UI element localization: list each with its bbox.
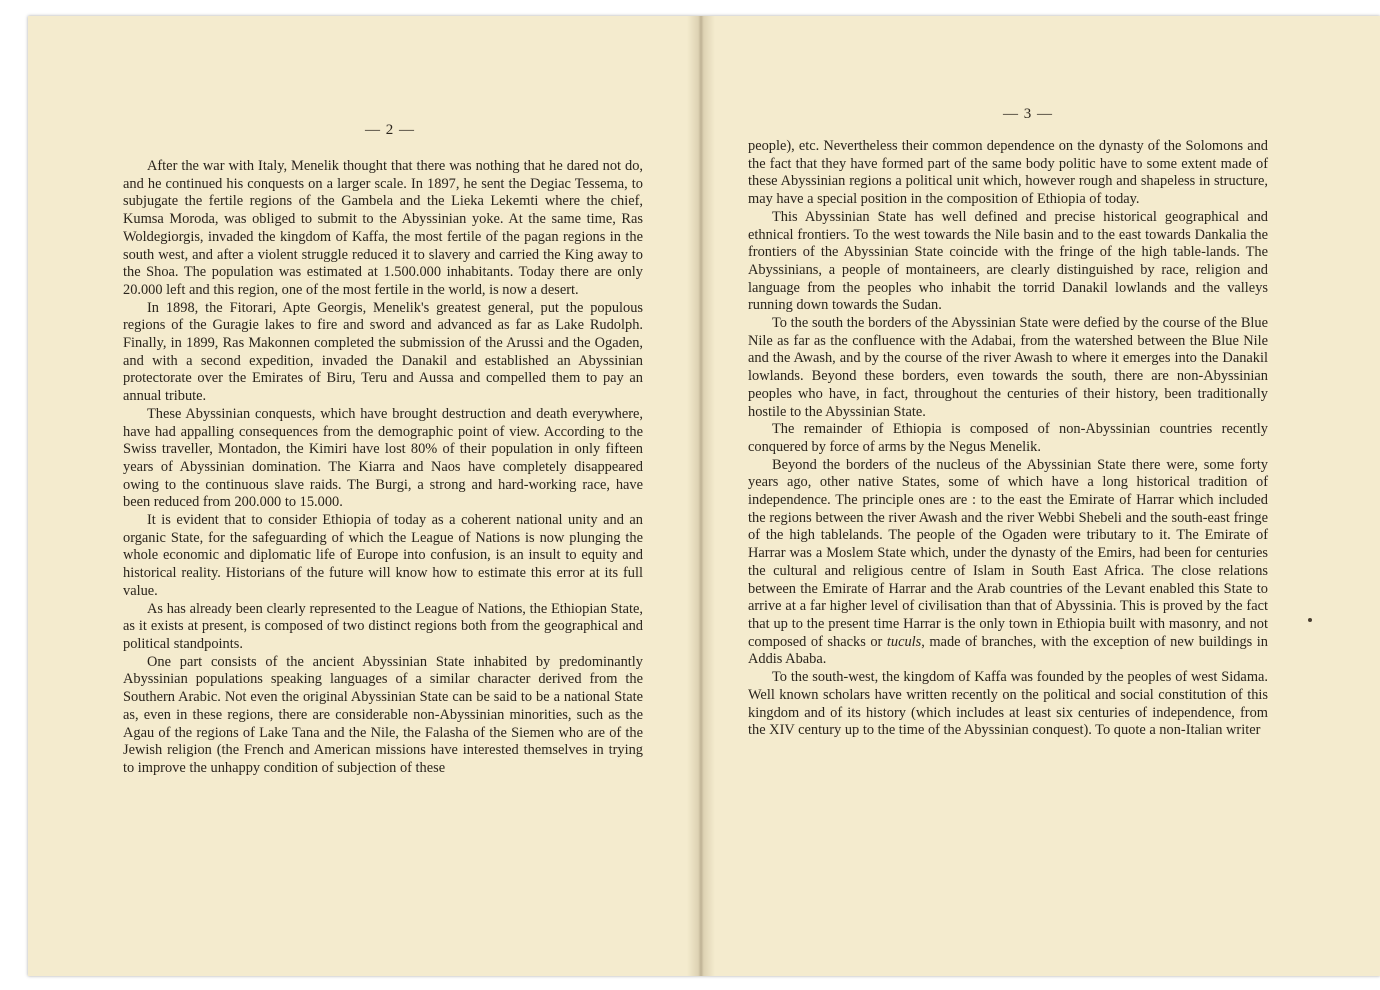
page-number-right: — 3 — xyxy=(1003,106,1053,122)
left-page-text xyxy=(123,158,643,778)
right-page xyxy=(701,16,1380,976)
paragraph: To the south the borders of the Abyssinian State were defied by the course of the Blue Nile as far as the confluence with the Adabai, from the watershed between the Blue Nile and the Awash, and by the course of the river Awash to where it emerges into the Danakil lowlands. Beyond these borders, even towards the south, there are non-Abyssinian peoples who have, in fact, throughout the centuries of their history, been traditionally hostile to the Abyssinian State. xyxy=(748,315,1268,420)
paragraph: To the south-west, the kingdom of Kaffa was founded by the peoples of west Sidama. Well known scholars have written recently on the political and social constitution of this kingdom and of its history (which includes at least six centuries of independence, from the XIV century up to the time of the Abyssinian conquest). To quote a non-Italian writer xyxy=(748,669,1268,739)
italic-word: tuculs xyxy=(886,633,922,650)
paragraph: In 1898, the Fitorari, Apte Georgis, Menelik's greatest general, put the populous regions of the Guragie lakes to fire and sword and advanced as far as Lake Rudolph. Finally, in 1899, Ras Makonnen completed the submission of the Arussi and the Ogaden, and with a second expedition, invaded the Danakil and established an Abyssinian protectorate over the Emirates of Biru, Teru and Aussa and compelled them to pay an annual tribute. xyxy=(123,299,643,405)
paragraph-tail: , made of branches, with the exception of new buildings in Addis Ababa. xyxy=(748,633,1268,668)
paragraph: After the war with Italy, Menelik thought that there was nothing that he dared not do, and he continued his conquests on a larger scale. In 1897, he sent the Degiac Tessema, to subjugate the fertile regions of the Gambela and the Lieka Lekemti where the chief, Kumsa Moroda, was obliged to submit to the Abyssinian yoke. At the same time, Ras Woldegiorgis, invaded the kingdom of Kaffa, the most fertile of the pagan regions in the south west, and after a violent struggle reduced it to slavery and carried the King away to the Shoa. The population was estimated at 1.500.000 inhabitants. Today there are only 20.000 left and this region, one of the most fertile in the world, is now a desert. xyxy=(123,158,643,298)
paragraph-with-italic xyxy=(748,457,1268,669)
paragraph: This Abyssinian State has well defined and precise historical geographical and ethnical frontiers. To the west towards the Nile basin and to the east towards Dankalia the frontiers of the Abyssinian State coincide with the fringe of the high table-lands. The Abyssinians, a people of montaineers, are clearly distinguished by race, religion and language from the peoples who inhabit the torrid Danakil lowlands and the valleys running down towards the Sudan. xyxy=(748,208,1268,314)
paragraph: The remainder of Ethiopia is composed of non-Abyssinian countries recently conquered by force of arms by the Negus Menelik. xyxy=(748,421,1268,455)
left-page xyxy=(28,16,701,976)
paragraph-text: Beyond the borders of the nucleus of the Abyssinian State there were, some forty years ago, other native States, some of which have a long historical tradition of independence. The principle ones are : to the east the Emirate of Harrar which included the regions between the river Awash and the river Webbi Shebeli and the south-east fringe of the high tablelands. The people of the Ogaden were tributary to it. The Emirate of Harrar was a Moslem State which, under the dynasty of the Emirs, had been for centuries the cultural and religious centre of Islam in South East Africa. The close relations between the Emirate of Harrar and the Arab countries of the Levant enabled this State to arrive at a far higher level of civilisation than that of Abyssinia. This is proved by the fact that up to the present time Harrar is the only town in Ethiopia built with masonry, and not composed of shacks or xyxy=(748,456,1268,650)
ink-speck xyxy=(1308,618,1312,622)
page-number-left: — 2 — xyxy=(365,122,415,138)
paragraph-continued: people), etc. Nevertheless their common dependence on the dynasty of the Solomons and the fact that they have formed part of the same body politic have to some extent made of these Abyssinian regions a political unit which, however rough and shapeless in structure, may have a special position in the composition of Ethiopia of today. xyxy=(748,138,1268,208)
paragraph: As has already been clearly represented to the League of Nations, the Ethiopian State, as it exists at present, is composed of two distinct regions both from the geographical and political standpoints. xyxy=(123,600,643,652)
paragraph: One part consists of the ancient Abyssinian State inhabited by predominantly Abyssinian populations speaking languages of a similar character derived from the Southern Arabic. Not even the original Abyssinian State can be said to be a national State as, even in these regions, there are considerable non-Abyssinian minorities, such as the Agau of the regions of Lake Tana and the Nile, the Falasha of the Siemen who are of the Jewish religion (the French and American missions have interested themselves in trying to improve the unhappy condition of subjection of these xyxy=(123,653,643,776)
paragraph: These Abyssinian conquests, which have brought destruction and death everywhere, have had appalling consequences from the demographic point of view. According to the Swiss traveller, Montadon, the Kimiri have lost 80% of their population in only fifteen years of Abyssinian domination. The Kiarra and Naos have completely disappeared owing to the continuous slave raids. The Burgi, a strong and hard-working race, have been reduced from 200.000 to 15.000. xyxy=(123,405,643,511)
right-page-text xyxy=(748,138,1268,740)
paragraph: It is evident that to consider Ethiopia of today as a coherent national unity and an organic State, for the safeguarding of which the League of Nations is now plunging the whole economic and diplomatic life of Europe into confusion, is an insult to equity and historical reality. Historians of the future will know how to estimate this error at its full value. xyxy=(123,512,643,599)
book-spread xyxy=(28,16,1380,976)
